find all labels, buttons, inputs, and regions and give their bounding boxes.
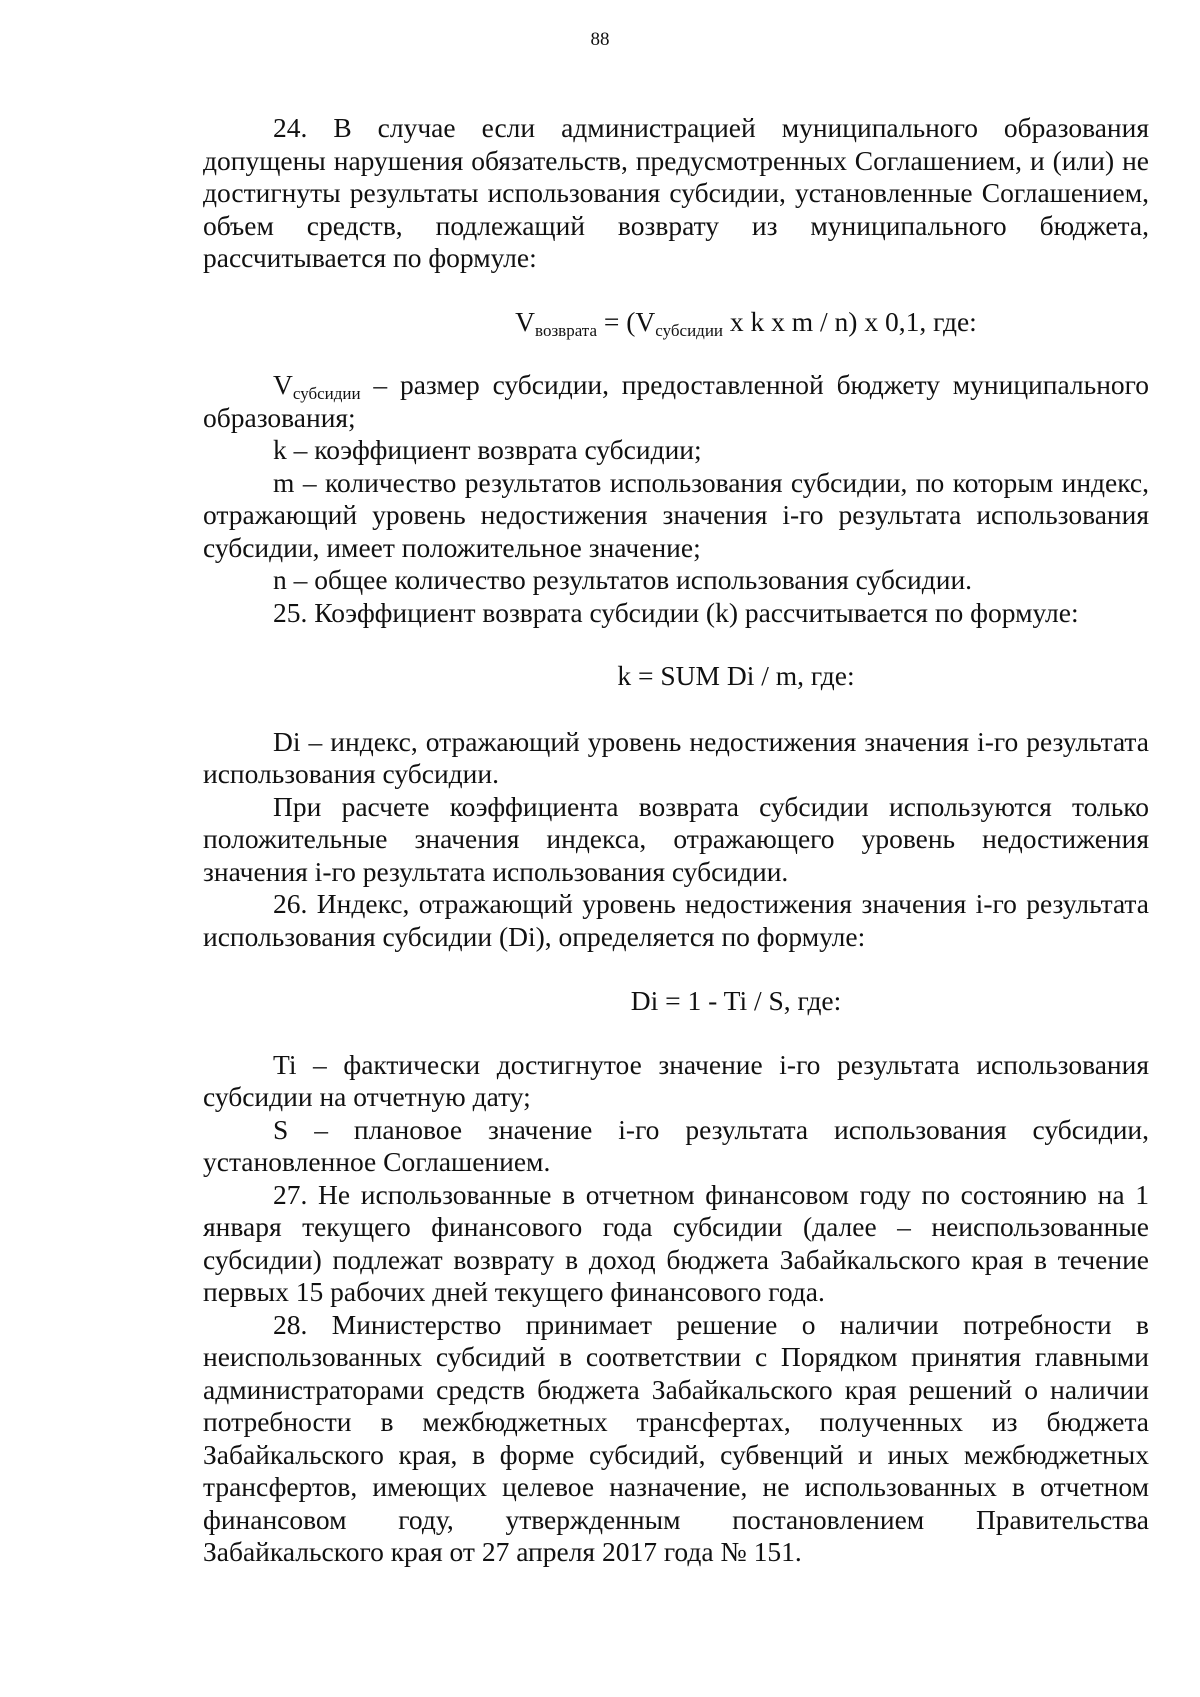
formula-eq-open: = (V <box>597 305 656 337</box>
page-number: 88 <box>590 29 610 50</box>
definition-k: k – коэффициент возврата субсидии; <box>273 434 702 465</box>
formula-rest: x k x m / n) x 0,1, где: <box>723 305 977 337</box>
formula-index-di: Di = 1 - Ti / S, где: <box>630 985 842 1016</box>
definition-v-subsidy <box>203 369 1149 434</box>
definition-ti: Ti – фактически достигнутое значение i-го результата использования субсидии на отчетную дату; <box>203 1048 1149 1112</box>
paragraph-26: 26. Индекс, отражающий уровень недостижения значения i-го результата использования субсидии (Di), определяется по формуле: <box>203 888 1149 952</box>
document-body <box>203 112 1149 1569</box>
paragraph-24: 24. В случае если администрацией муниципального образования допущены нарушения обязательств, предусмотренных Соглашением, и (или) не достигнуты результаты использования субсидии, установленные Соглашением, объем средств, подлежащий возврату из муниципального бюджета, рассчитывается по формуле: <box>203 112 1149 273</box>
formula-coefficient-k: k = SUM Di / m, где: <box>617 660 855 691</box>
formula-sub-return: возврата <box>535 320 597 340</box>
formula-sub-subsidy: субсидии <box>655 320 724 340</box>
definition-m: m – количество результатов использования субсидии, по которым индекс, отражающий уровень недостижения значения i-го результата использования субсидии, имеет положительное значение; <box>203 466 1149 563</box>
def-v-text: – размер субсидии, предоставленной бюджету муниципального образования; <box>203 369 1150 433</box>
paragraph-27: 27. Не использованные в отчетном финансовом году по состоянию на 1 января текущего финансового года субсидии (далее – неиспользованные субсидии) подлежат возврату в доход бюджета Забайкальского края в течение первых 15 рабочих дней текущего финансового года. <box>203 1178 1149 1307</box>
def-v-symbol: V <box>273 369 293 400</box>
formula-return-volume <box>203 306 1149 339</box>
definition-n: n – общее количество результатов использования субсидии. <box>273 564 973 595</box>
paragraph-positive-values: При расчете коэффициента возврата субсидии используются только положительные значения индекса, отражающего уровень недостижения значения i-го результата использования субсидии. <box>203 790 1149 887</box>
paragraph-25: 25. Коэффициент возврата субсидии (k) рассчитывается по формуле: <box>273 596 1079 628</box>
paragraph-28: 28. Министерство принимает решение о наличии потребности в неиспользованных субсидий в соответствии с Порядком принятия главными администраторами средств бюджета Забайкальского края решений о наличии потребности в межбюджетных трансфертах, полученных из бюджета Забайкальского края, в форме субсидий, субвенций и иных межбюджетных трансфертов, имеющих целевое назначение, не использованных в отчетном финансовом году, утвержденным постановлением Правительства Забайкальского края от 27 апреля 2017 года № 151. <box>203 1308 1149 1567</box>
def-v-sub: субсидии <box>292 384 361 403</box>
definition-s: S – плановое значение i-го результата использования субсидии, установленное Соглашением. <box>203 1113 1149 1177</box>
formula-v-symbol: V <box>515 305 536 337</box>
definition-di: Di – индекс, отражающий уровень недостижения значения i-го результата использования субсидии. <box>203 725 1149 789</box>
